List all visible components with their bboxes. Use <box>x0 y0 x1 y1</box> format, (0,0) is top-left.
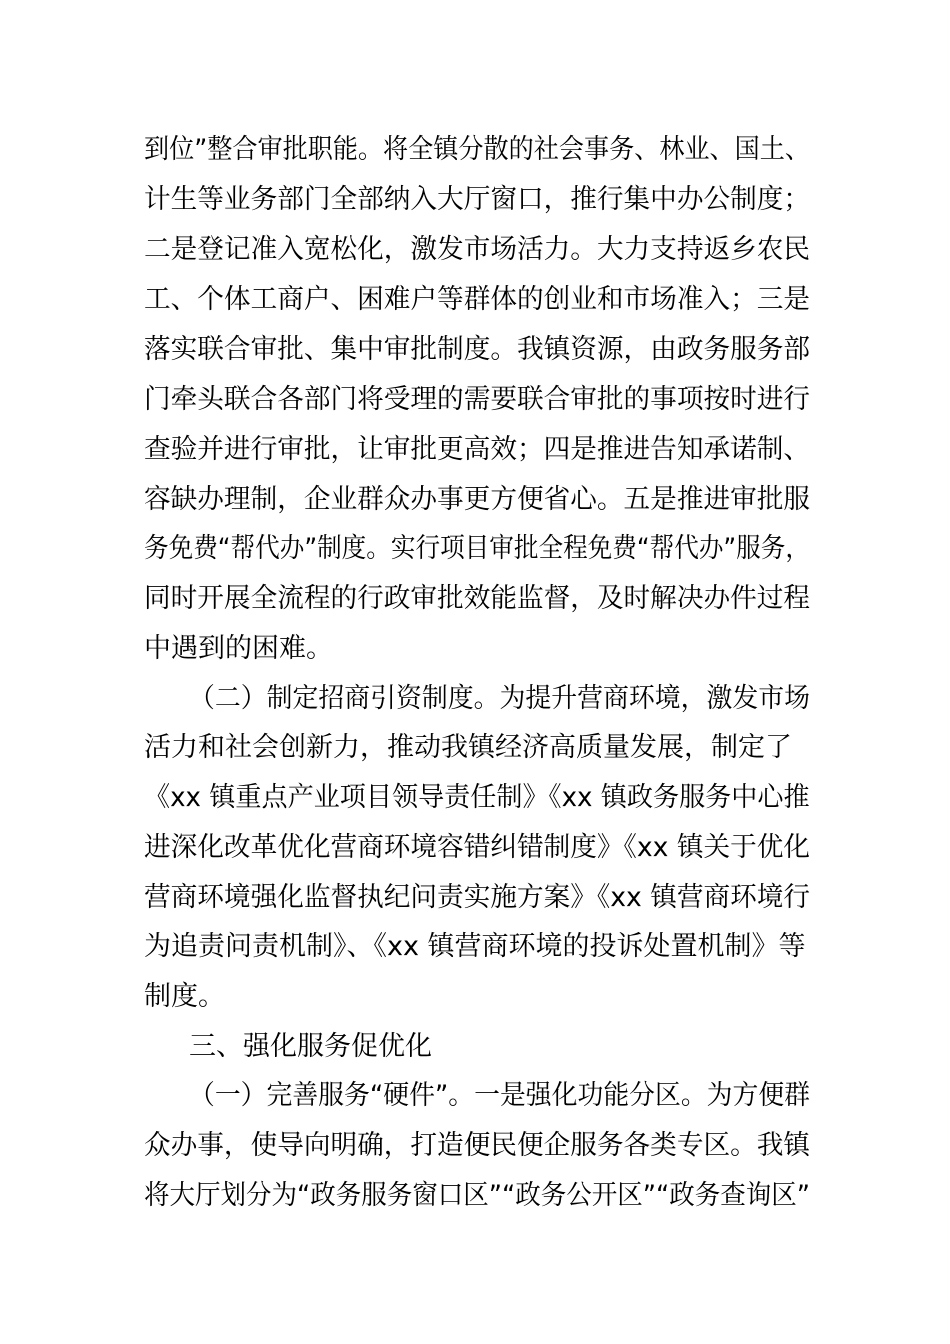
paragraph-start-line: （一）完善服务“硬件”。一是强化功能分区。为方便群 <box>189 1080 811 1111</box>
text-line: 营商环境强化监督执纪问责实施方案》《xx 镇营商环境行 <box>144 882 811 913</box>
text-line: 落实联合审批、集中审批制度。我镇资源，由政务服务部 <box>144 334 811 365</box>
text-line: 为追责问责机制》、《xx 镇营商环境的投诉处置机制》等 <box>144 931 806 962</box>
text-line: 众办事，使导向明确，打造便民便企服务各类专区。我镇 <box>144 1130 811 1161</box>
text-line: 进深化改革优化营商环境容错纠错制度》《xx 镇关于优化 <box>144 832 811 863</box>
text-line: 务免费“帮代办”制度。实行项目审批全程免费“帮代办”服务， <box>144 533 810 564</box>
paragraph-start-line: （二）制定招商引资制度。为提升营商环境，激发市场 <box>189 683 810 714</box>
text-line: 门牵头联合各部门将受理的需要联合审批的事项按时进行 <box>144 384 811 415</box>
text-line: 工、个体工商户、困难户等群体的创业和市场准入；三是 <box>144 284 811 315</box>
text-line: 活力和社会创新力，推动我镇经济高质量发展，制定了 <box>144 732 792 763</box>
section-heading: 三、强化服务促优化 <box>189 1031 432 1062</box>
text-line: 二是登记准入宽松化，激发市场活力。大力支持返乡农民 <box>144 234 811 265</box>
text-line: 到位”整合审批职能。将全镇分散的社会事务、林业、国土、 <box>144 134 811 165</box>
text-line: 中遇到的困难。 <box>144 633 333 664</box>
text-line: 将大厅划分为“政务服务窗口区”“政务公开区”“政务查询区” <box>144 1180 810 1211</box>
text-line: 《xx 镇重点产业项目领导责任制》《xx 镇政务服务中心推 <box>144 782 810 813</box>
text-line: 查验并进行审批，让审批更高效；四是推进告知承诺制、 <box>144 434 811 465</box>
text-line: 计生等业务部门全部纳入大厅窗口，推行集中办公制度； <box>144 184 811 215</box>
text-line: 容缺办理制，企业群众办事更方便省心。五是推进审批服 <box>144 484 811 515</box>
text-line: 同时开展全流程的行政审批效能监督，及时解决办件过程 <box>144 583 811 614</box>
text-line: 制度。 <box>144 981 225 1012</box>
